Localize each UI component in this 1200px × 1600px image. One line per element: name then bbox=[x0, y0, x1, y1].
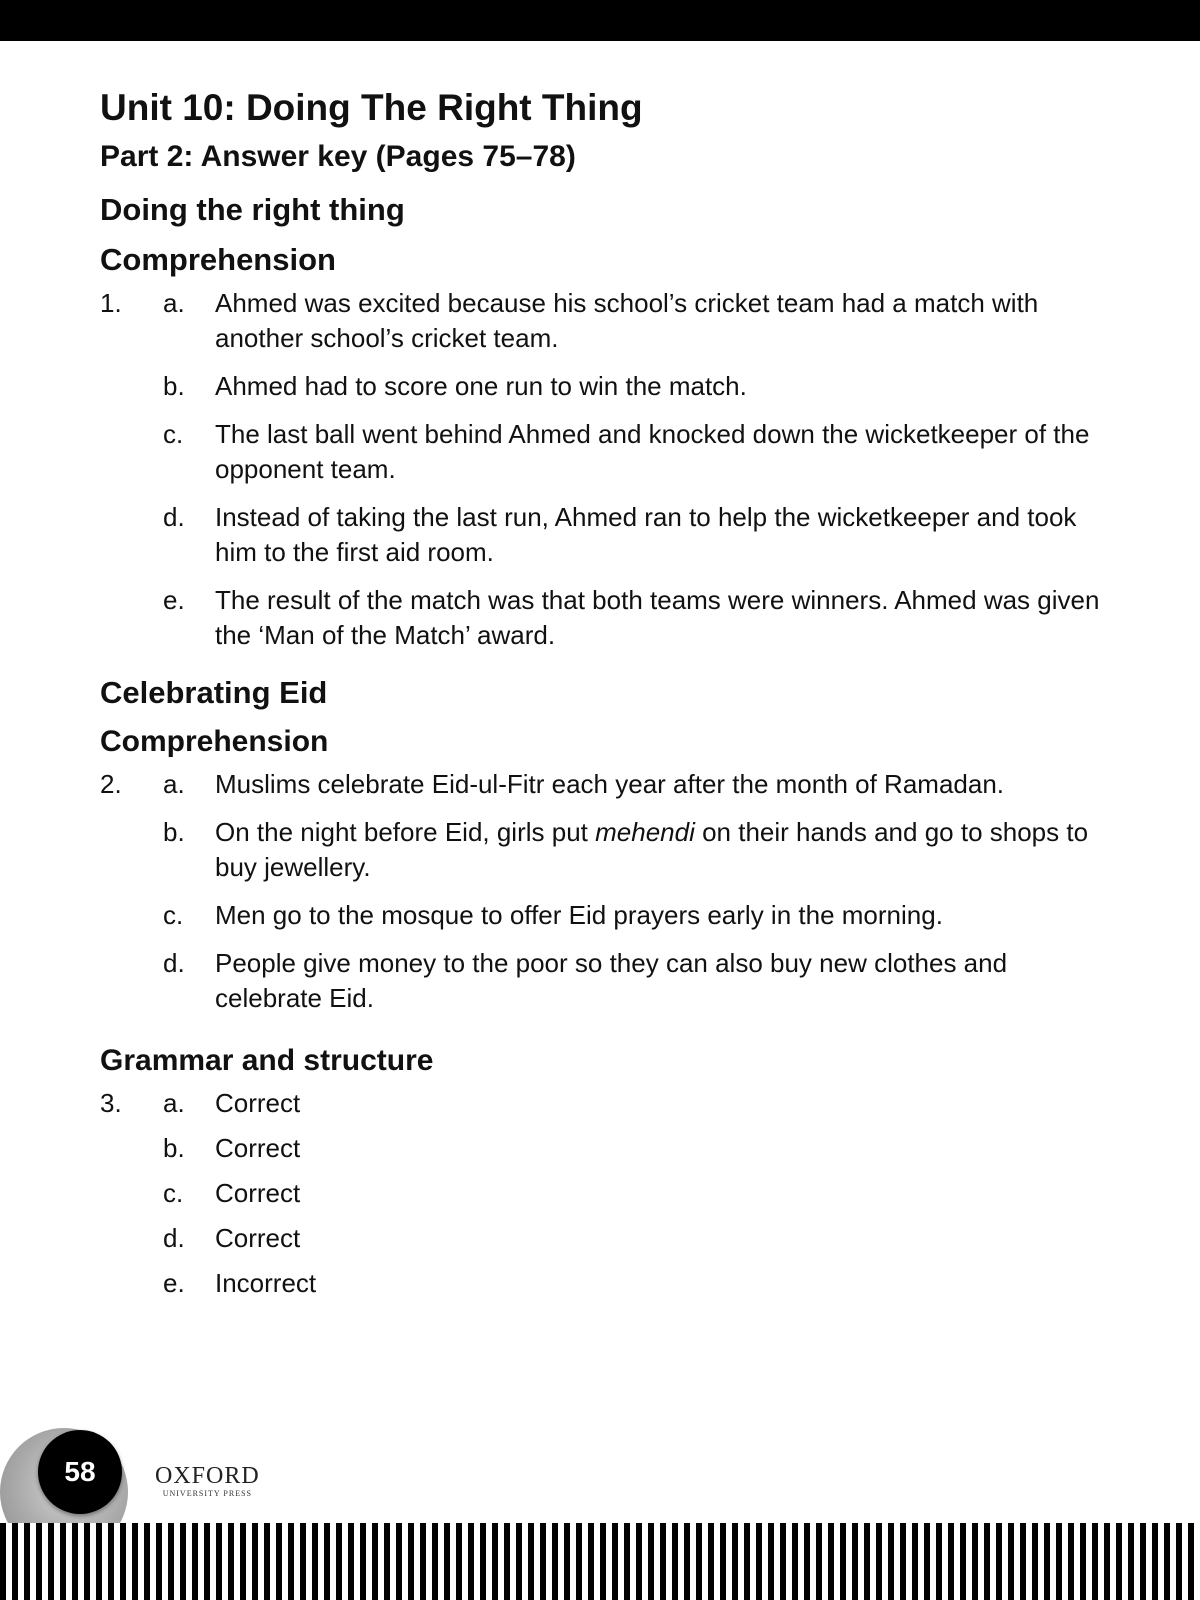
question-number: 2. bbox=[100, 769, 122, 799]
section-comprehension-2: Comprehension bbox=[100, 725, 329, 758]
answer-item bbox=[100, 1176, 1100, 1211]
answer-item bbox=[100, 369, 1100, 404]
story-title-doing-right-thing: Doing the right thing bbox=[100, 192, 405, 227]
answer-item bbox=[100, 898, 1100, 933]
item-text: Correct bbox=[215, 1178, 301, 1208]
answer-item bbox=[100, 815, 1100, 885]
answer-item bbox=[100, 500, 1100, 570]
item-text-before: On the night before Eid, girls put bbox=[215, 817, 596, 847]
item-text: Instead of taking the last run, Ahmed ran to help the wicketkeeper and took him to the first aid room. bbox=[215, 502, 1077, 567]
item-letter: b. bbox=[163, 371, 185, 401]
section-comprehension-1: Comprehension bbox=[100, 242, 336, 277]
publisher-subtitle: UNIVERSITY PRESS bbox=[162, 1489, 252, 1498]
item-text: Correct bbox=[215, 1223, 301, 1253]
question-number: 3. bbox=[100, 1088, 122, 1118]
answer-item bbox=[100, 1221, 1100, 1256]
part-title: Part 2: Answer key (Pages 75–78) bbox=[100, 140, 576, 173]
answer-item bbox=[100, 286, 1100, 356]
publisher-name: OXFORD bbox=[155, 1463, 260, 1489]
item-letter: c. bbox=[163, 900, 184, 930]
item-text: Correct bbox=[215, 1133, 301, 1163]
item-text: The result of the match was that both teams were winners. Ahmed was given the ‘Man of the Match’ award. bbox=[215, 585, 1100, 650]
item-text: Muslims celebrate Eid-ul-Fitr each year after the month of Ramadan. bbox=[215, 769, 1005, 799]
item-letter: d. bbox=[163, 1223, 185, 1253]
question-2 bbox=[100, 767, 1100, 1016]
answer-item bbox=[100, 946, 1100, 1016]
item-letter: e. bbox=[163, 1268, 185, 1298]
answer-item bbox=[100, 1266, 1100, 1301]
item-letter: c. bbox=[163, 1178, 184, 1208]
page-footer bbox=[0, 1420, 1200, 1600]
item-letter: a. bbox=[163, 769, 185, 799]
item-text: Incorrect bbox=[215, 1268, 317, 1298]
item-letter: b. bbox=[163, 1133, 185, 1163]
answer-item bbox=[100, 417, 1100, 487]
item-letter: b. bbox=[163, 817, 185, 847]
question-1 bbox=[100, 286, 1100, 653]
page-number-badge bbox=[38, 1430, 122, 1514]
item-letter: c. bbox=[163, 419, 184, 449]
story-title-celebrating-eid: Celebrating Eid bbox=[100, 675, 328, 710]
item-letter: a. bbox=[163, 1088, 185, 1118]
item-text-after: on their hands and go to shops to buy jewellery. bbox=[215, 817, 1089, 882]
unit-title: Unit 10: Doing The Right Thing bbox=[100, 87, 643, 128]
item-text: Ahmed was excited because his school’s cricket team had a match with another school’s cricket team. bbox=[215, 288, 1039, 353]
section-grammar: Grammar and structure bbox=[100, 1044, 434, 1077]
item-text: The last ball went behind Ahmed and knocked down the wicketkeeper of the opponent team. bbox=[215, 419, 1090, 484]
page-number: 58 bbox=[64, 1456, 96, 1487]
answer-item bbox=[100, 767, 1100, 802]
item-text: People give money to the poor so they can also buy new clothes and celebrate Eid. bbox=[215, 948, 1008, 1013]
answer-item bbox=[100, 1131, 1100, 1166]
item-letter: e. bbox=[163, 585, 185, 615]
top-border-bar bbox=[0, 0, 1200, 41]
item-text: Ahmed had to score one run to win the match. bbox=[215, 371, 747, 401]
item-text-italic: mehendi bbox=[595, 817, 695, 847]
item-letter: d. bbox=[163, 502, 185, 532]
answer-item bbox=[100, 583, 1100, 653]
question-3 bbox=[100, 1086, 1100, 1301]
item-text: Men go to the mosque to offer Eid prayers early in the morning. bbox=[215, 900, 943, 930]
item-letter: a. bbox=[163, 288, 185, 318]
item-letter: d. bbox=[163, 948, 185, 978]
striped-bottom-border bbox=[0, 1523, 1200, 1600]
item-text: Correct bbox=[215, 1088, 301, 1118]
answer-item bbox=[100, 1086, 1100, 1121]
question-number: 1. bbox=[100, 288, 122, 318]
answer-key-content bbox=[100, 86, 1100, 1301]
publisher-logo bbox=[155, 1464, 260, 1498]
